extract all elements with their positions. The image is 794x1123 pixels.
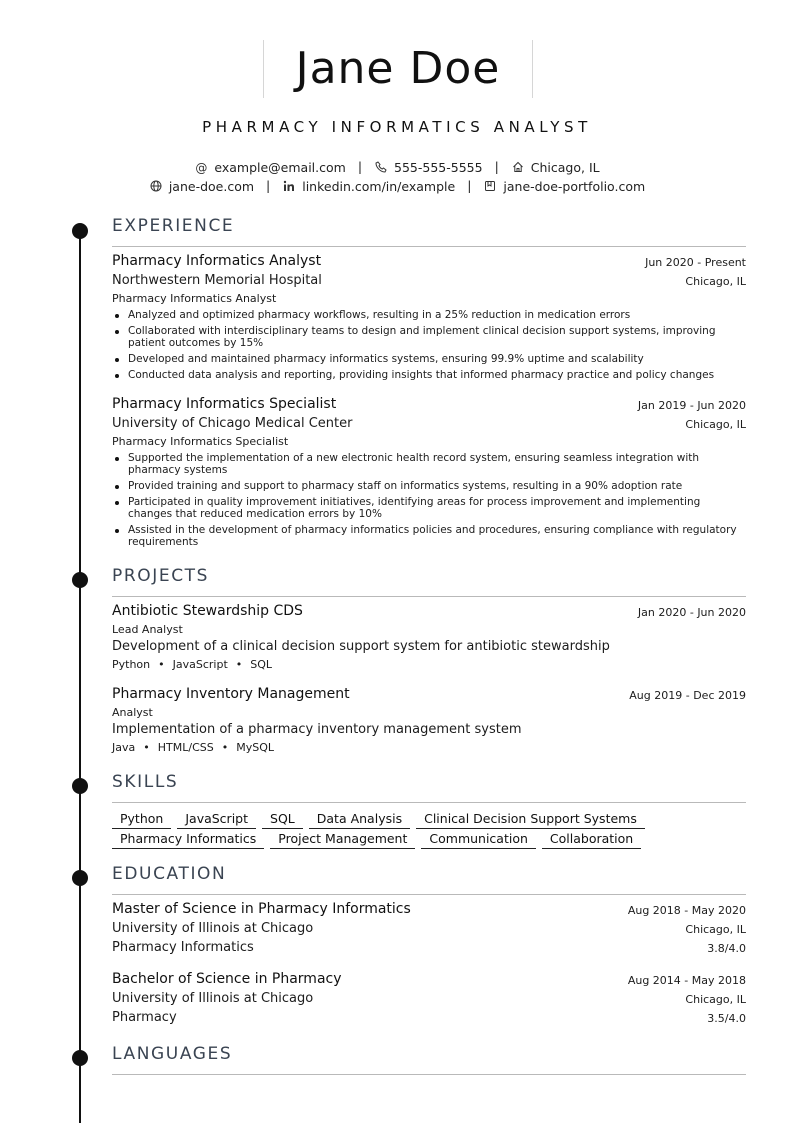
portfolio-text: jane-doe-portfolio.com xyxy=(503,179,646,194)
degree-title: Master of Science in Pharmacy Informatics xyxy=(112,901,411,917)
list-item: Participated in quality improvement initiatives, identifying areas for process improvement and implementing changes that reduced medication errors by 10% xyxy=(112,496,746,520)
email-text: example@email.com xyxy=(214,160,346,175)
phone-text: 555-555-5555 xyxy=(394,160,483,175)
list-item: Conducted data analysis and reporting, providing insights that informed pharmacy practice and policy changes xyxy=(112,369,746,381)
job-title: Pharmacy Informatics Analyst xyxy=(112,253,322,269)
project-title: Pharmacy Inventory Management xyxy=(112,686,350,702)
experience-heading: EXPERIENCE xyxy=(112,216,235,236)
skill-chip: Collaboration xyxy=(542,831,641,849)
email-contact[interactable] xyxy=(194,160,345,175)
project-description: Development of a clinical decision support system for antibiotic stewardship xyxy=(112,639,610,654)
linkedin-text: linkedin.com/in/example xyxy=(302,179,456,194)
portfolio-icon xyxy=(483,180,497,194)
list-item: Supported the implementation of a new electronic health record system, ensuring seamless integration with pharmacy systems xyxy=(112,452,746,476)
linkedin-contact[interactable] xyxy=(282,179,455,194)
school-name: University of Illinois at Chicago xyxy=(112,921,314,936)
contact-separator: | xyxy=(467,178,472,193)
projects-heading: PROJECTS xyxy=(112,566,210,586)
list-item: Collaborated with interdisciplinary teams to design and implement clinical decision support systems, improving patient outcomes by 15% xyxy=(112,325,746,349)
name-block xyxy=(263,40,533,98)
tech-separator: • xyxy=(158,658,165,671)
languages-heading: LANGUAGES xyxy=(112,1044,233,1064)
contact-row-2 xyxy=(0,178,794,194)
tech-tag: SQL xyxy=(250,658,273,671)
list-item: Analyzed and optimized pharmacy workflows, resulting in a 25% reduction in medication errors xyxy=(112,309,746,321)
job-title: PHARMACY INFORMATICS ANALYST xyxy=(202,118,592,136)
skills-row xyxy=(112,808,651,828)
job-company: Northwestern Memorial Hospital xyxy=(112,273,322,288)
skill-chip: Clinical Decision Support Systems xyxy=(416,811,645,829)
gpa: 3.8/4.0 xyxy=(707,942,746,955)
degree-dates: Aug 2018 - May 2020 xyxy=(627,904,746,917)
school-name: University of Illinois at Chicago xyxy=(112,991,314,1006)
website-contact[interactable] xyxy=(149,179,254,194)
job-dates: Jun 2020 - Present xyxy=(645,256,746,269)
section-divider xyxy=(112,1074,746,1075)
list-item: Assisted in the development of pharmacy informatics policies and procedures, ensuring compliance with regulatory requirements xyxy=(112,524,746,548)
project-description: Implementation of a pharmacy inventory management system xyxy=(112,722,522,737)
contact-separator: | xyxy=(266,178,271,193)
section-divider xyxy=(112,802,746,803)
job-bullets xyxy=(112,309,746,385)
list-item: Developed and maintained pharmacy informatics systems, ensuring 99.9% uptime and scalability xyxy=(112,353,746,365)
job-dates: Jan 2019 - Jun 2020 xyxy=(637,399,746,412)
section-divider xyxy=(112,894,746,895)
portfolio-contact[interactable] xyxy=(483,179,645,194)
tech-separator: • xyxy=(221,741,229,754)
skill-chip: Python xyxy=(112,811,171,829)
job-role: Pharmacy Informatics Specialist xyxy=(112,435,289,448)
skill-chip: SQL xyxy=(262,811,303,829)
globe-icon xyxy=(149,180,163,194)
skills-row xyxy=(112,828,647,848)
section-divider xyxy=(112,596,746,597)
skill-chip: JavaScript xyxy=(177,811,256,829)
timeline-dot xyxy=(72,223,88,239)
timeline-dot xyxy=(72,572,88,588)
skill-chip: Project Management xyxy=(270,831,415,849)
linkedin-icon xyxy=(282,180,296,194)
section-divider xyxy=(112,246,746,247)
school-location: Chicago, IL xyxy=(685,993,746,1006)
project-role: Analyst xyxy=(112,706,153,719)
job-title: Pharmacy Informatics Specialist xyxy=(112,396,337,412)
at-icon: @ xyxy=(195,161,208,175)
candidate-name: Jane Doe xyxy=(295,43,501,94)
skill-chip: Communication xyxy=(421,831,536,849)
project-title: Antibiotic Stewardship CDS xyxy=(112,603,303,619)
contact-separator: | xyxy=(494,159,499,174)
degree-dates: Aug 2014 - May 2018 xyxy=(627,974,746,987)
tech-separator: • xyxy=(143,741,150,754)
job-location: Chicago, IL xyxy=(685,418,746,431)
job-bullets xyxy=(112,452,746,552)
tech-tag: JavaScript xyxy=(172,658,228,671)
timeline-dot xyxy=(72,778,88,794)
skill-chip: Data Analysis xyxy=(309,811,410,829)
job-role: Pharmacy Informatics Analyst xyxy=(112,292,277,305)
gpa: 3.5/4.0 xyxy=(707,1012,746,1025)
project-role: Lead Analyst xyxy=(112,623,183,636)
phone-contact[interactable] xyxy=(374,160,483,175)
home-icon xyxy=(511,161,525,175)
location-contact xyxy=(511,160,600,175)
field-of-study: Pharmacy xyxy=(112,1010,177,1025)
contact-separator: | xyxy=(357,159,363,174)
skill-chip: Pharmacy Informatics xyxy=(112,831,264,849)
field-of-study: Pharmacy Informatics xyxy=(112,940,254,955)
tech-tag: Python xyxy=(112,658,151,671)
timeline-line xyxy=(79,228,81,1123)
degree-title: Bachelor of Science in Pharmacy xyxy=(112,971,342,987)
education-heading: EDUCATION xyxy=(112,864,227,884)
skills-heading: SKILLS xyxy=(112,772,179,792)
tech-separator: • xyxy=(235,658,243,671)
website-text: jane-doe.com xyxy=(168,179,255,194)
project-dates: Jan 2020 - Jun 2020 xyxy=(637,606,746,619)
location-text: Chicago, IL xyxy=(530,160,600,175)
tech-tag: HTML/CSS xyxy=(157,741,214,754)
tech-tag: Java xyxy=(112,741,136,754)
tech-tag: MySQL xyxy=(236,741,274,754)
school-location: Chicago, IL xyxy=(685,923,746,936)
timeline-dot xyxy=(72,1050,88,1066)
job-location: Chicago, IL xyxy=(685,275,746,288)
project-dates: Aug 2019 - Dec 2019 xyxy=(629,689,746,702)
list-item: Provided training and support to pharmacy staff on informatics systems, resulting in a 90% adoption rate xyxy=(112,480,746,492)
timeline-dot xyxy=(72,870,88,886)
job-company: University of Chicago Medical Center xyxy=(112,416,353,431)
phone-icon xyxy=(374,161,388,175)
contact-row-1 xyxy=(0,159,794,175)
